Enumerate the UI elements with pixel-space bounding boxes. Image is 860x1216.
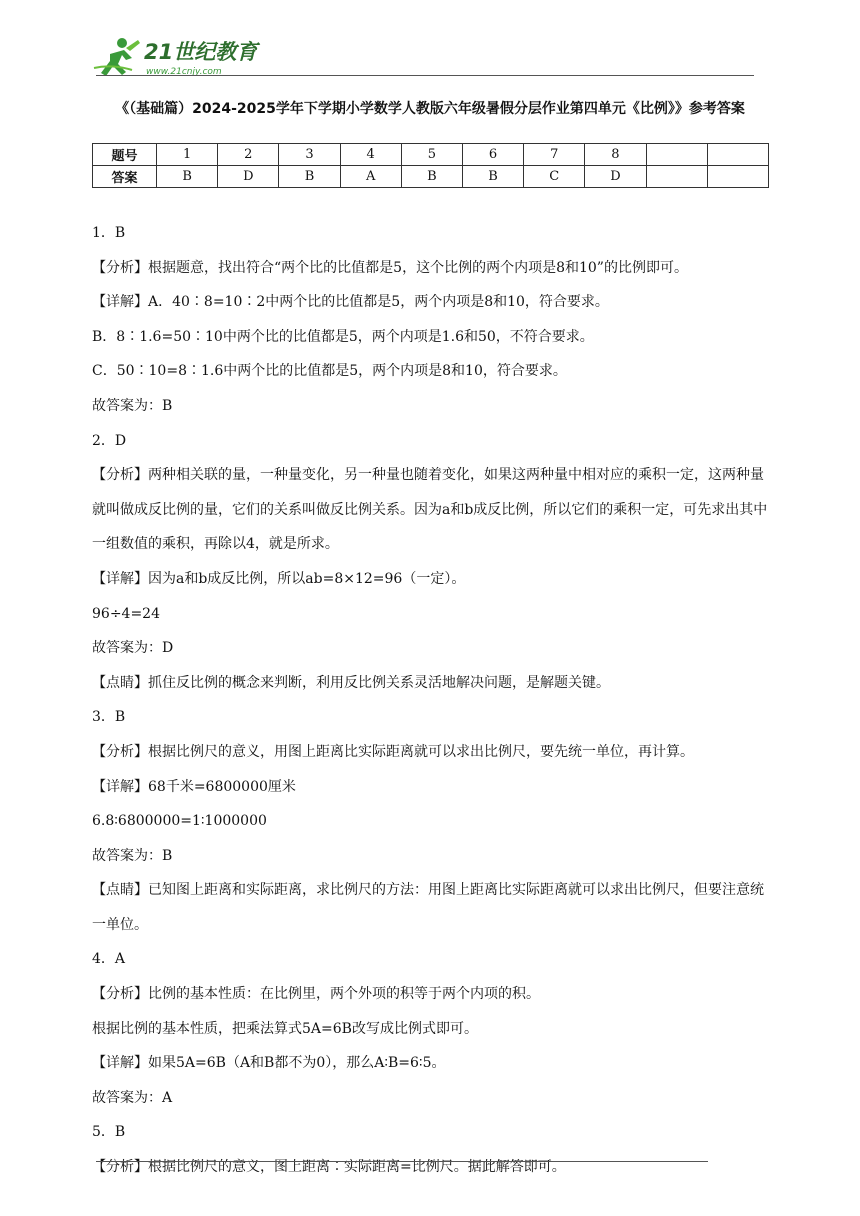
logo: [92, 34, 262, 80]
question-number: 1: [157, 144, 218, 166]
question-number: 5: [401, 144, 462, 166]
answer-cell: B: [157, 166, 218, 188]
answer-table-row-numbers: [93, 144, 769, 166]
row-label-answer: 答案: [93, 166, 157, 188]
analysis-paragraph: 【分析】根据比例尺的意义，用图上距离比实际距离就可以求出比例尺，要先统一单位，再计算。: [92, 743, 694, 760]
conclusion-line: 故答案为：D: [92, 640, 174, 657]
detail-paragraph: B．8∶1.6=50∶10中两个比的比值都是5，两个内项是1.6和50，不符合要求。: [92, 328, 594, 345]
answer-cell: B: [462, 166, 523, 188]
answer-cell: D: [218, 166, 279, 188]
analysis-paragraph: 【分析】根据比例尺的意义，图上距离∶实际距离=比例尺。据此解答即可。: [92, 1159, 566, 1176]
conclusion-line: 故答案为：A: [92, 1089, 173, 1106]
conclusion-line: 故答案为：B: [92, 397, 173, 414]
row-label-number: 题号: [93, 144, 157, 166]
logo-url: www.21cnjy.com: [146, 67, 222, 77]
analysis-paragraph: 根据比例的基本性质，把乘法算式5A=6B改写成比例式即可。: [92, 1020, 478, 1037]
detail-paragraph: 96÷4=24: [92, 605, 160, 622]
analysis-paragraph: 【分析】根据题意，找出符合“两个比的比值都是5，这个比例的两个内项是8和10”的比例即可。: [92, 259, 688, 276]
detail-paragraph: 【详解】68千米=6800000厘米: [92, 778, 296, 795]
answer-heading: 1．B: [92, 225, 126, 241]
answer-cell: [646, 166, 707, 188]
answer-cell: D: [585, 166, 646, 188]
conclusion-line: 故答案为：B: [92, 847, 173, 864]
question-number: 4: [340, 144, 401, 166]
answer-cell: A: [340, 166, 401, 188]
logo-title: 21世纪教育: [144, 40, 258, 64]
question-number: 8: [585, 144, 646, 166]
page-title: 《（基础篇）2024-2025学年下学期小学数学人教版六年级暑假分层作业第四单元《比例》》参考答案: [115, 101, 745, 117]
footer-divider: [96, 1161, 708, 1162]
answer-cell: C: [524, 166, 585, 188]
answer-heading: 5．B: [92, 1124, 126, 1141]
running-figure-icon: [94, 38, 140, 76]
question-number: [707, 144, 768, 166]
question-number: 3: [279, 144, 340, 166]
analysis-paragraph: 【分析】比例的基本性质：在比例里，两个外项的积等于两个内项的积。: [92, 986, 540, 1003]
comment-paragraph: 【点睛】抓住反比例的概念来判断，利用反比例关系灵活地解决问题，是解题关键。: [92, 674, 610, 691]
analysis-paragraph: 【分析】两种相关联的量，一种量变化，另一种量也随着变化，如果这两种量中相对应的乘积一定，这两种量就叫做成反比例的量，它们的关系叫做反比例关系。因为a和b成反比例，所以它们的乘积一定，可先求出其中一组数值的乘积，再除以4，就是所求。: [92, 467, 768, 553]
question-number: 7: [524, 144, 585, 166]
detail-paragraph: 【详解】如果5A=6B（A和B都不为0），那么A∶B=6∶5。: [92, 1055, 446, 1072]
detail-paragraph: 6.8∶6800000=1∶1000000: [92, 813, 267, 830]
answer-table: [92, 143, 769, 188]
question-number: 2: [218, 144, 279, 166]
question-number: [646, 144, 707, 166]
detail-paragraph: 【详解】A．40∶8=10∶2中两个比的比值都是5，两个内项是8和10，符合要求。: [92, 294, 609, 311]
answer-cell: B: [401, 166, 462, 188]
detail-paragraph: C．50∶10=8∶1.6中两个比的比值都是5，两个内项是8和10，符合要求。: [92, 363, 567, 380]
answer-heading: 4．A: [92, 951, 126, 968]
answer-heading: 3．B: [92, 709, 126, 726]
answer-table-row-answers: [93, 166, 769, 188]
answer-cell: B: [279, 166, 340, 188]
answer-explanations: [92, 216, 768, 1185]
answer-cell: [707, 166, 768, 188]
detail-paragraph: 【详解】因为a和b成反比例，所以ab=8×12=96（一定）。: [92, 570, 466, 587]
answer-heading: 2．D: [92, 432, 127, 449]
question-number: 6: [462, 144, 523, 166]
header-divider: [96, 75, 754, 76]
comment-paragraph: 【点睛】已知图上距离和实际距离，求比例尺的方法：用图上距离比实际距离就可以求出比例尺，但要注意统一单位。: [92, 882, 764, 933]
